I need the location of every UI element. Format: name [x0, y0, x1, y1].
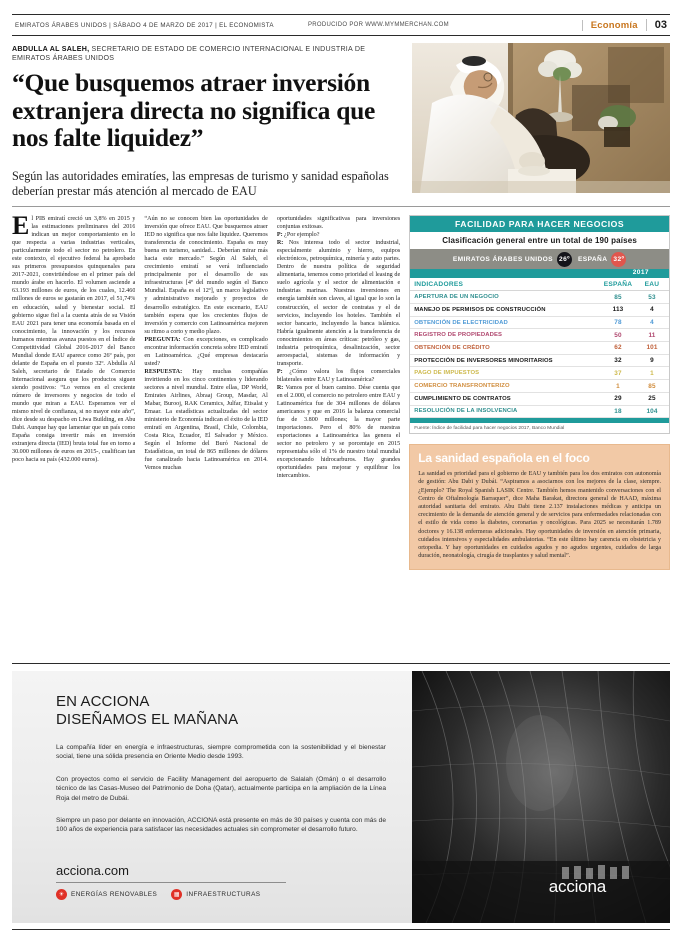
col-header-indicator: INDICADORES: [410, 278, 601, 291]
value-eau: 9: [635, 354, 669, 367]
question-label: PREGUNTA:: [144, 336, 181, 343]
indicators-table-body: [410, 291, 669, 418]
ad-tag-renewables: [56, 889, 157, 900]
article-column-1: [12, 215, 135, 655]
value-espana: 50: [601, 329, 635, 342]
value-eau: 101: [635, 342, 669, 355]
focus-box-text: La sanidad es prioridad para el gobierno de EAU y también para los dos emiratos con autonomía de gestión: Abu Dabi y Dubái. “Aspiramos a asociarnos con los mejores de la clase, siempre. ¿Ejemplo? The Royal Spanish LASIK Centre. También hemos mantenido conversaciones con el Centro de Oftalmología Barraquer”, dice Maha Barakat, directora general de HAAD, máxima autoridad sanitaria del emirato. Abu Dabi tiene 2.137 instalaciones médicas y anticipa un crecimiento de la demanda de atención general y de servicios para enfermedades relacionadas con el estilo de vida como la diabetes, coronarias y oncológicas. Para 2025 se necesitarán 1.789 doctores y 16.138 enfermeras adicionales. Hay oportunidades de inversión en atención primaria, cuidados intensivos y especialidades ambulatorias. “En este último hay carencia en obstetricia y ortopedia. Y hay oportunidades en cuidados agudos y no agudos urgentes, cuidados de larga duración, neonatología, cirugía de trasplantes y salud mental”.: [418, 471, 661, 560]
answer-label: RESPUESTA:: [144, 368, 183, 375]
answer-text: Hay muchas compañías invirtiendo en los cinco continentes y liderando sectores a nivel mundial. Entre ellas, DP World, Emirates Airlines, Abraaj Group, Masdar, Al Mabar, Burooj, RAK Ceramics, Julfar, Etisalat y Emaar. La estadísticas actualizadas del sector ministerio de Economía indican el éxito de la IED emiratí en Argentina, Brasil, Chile, Colombia, Costa Rica, Ecuador, El Salvador y México. Según el Informe del Buró Nacional de Estadísticas, un total de 865 millones de dólares fue canalizado hacia Latinoamérica en 2014. Vemos muchas: [144, 368, 268, 472]
indicator-name: MANEJO DE PERMISOS DE CONSTRUCCIÓN: [410, 304, 601, 317]
column3-answer-1: [277, 239, 400, 368]
ad-paragraph-1: La compañía líder en energía e infraestructuras, siempre comprometida con la sostenibilidad y el bienestar social, tiene una sólida presencia en Oriente Medio desde 1993.: [56, 743, 386, 761]
value-eau: 4: [635, 304, 669, 317]
masthead-dateline: EMIRATOS ÁRABES UNIDOS | SÁBADO 4 DE MARZO DE 2017 | EL ECONOMISTA: [15, 21, 274, 29]
headline-divider: [12, 206, 670, 207]
infobox-year: 2017: [632, 269, 649, 277]
kicker-person-name: ABDULLA AL SALEH,: [12, 45, 90, 53]
country-rank-uae: [453, 252, 572, 267]
table-row: [410, 354, 669, 367]
value-espana: 62: [601, 342, 635, 355]
acciona-logo-text: acciona: [548, 876, 606, 896]
value-espana: 1: [601, 380, 635, 393]
ad-tag-infrastructure-label: INFRAESTRUCTURAS: [186, 890, 261, 898]
rank-badge-spain: 32º: [611, 252, 626, 267]
ad-website-link[interactable]: acciona.com: [56, 863, 286, 883]
indicator-name: CUMPLIMIENTO DE CONTRATOS: [410, 392, 601, 405]
article-column-3: [277, 215, 400, 655]
ad-headline: [56, 693, 386, 730]
ad-headline-line2: DISEÑAMOS EL MAÑANA: [56, 711, 239, 729]
column2-question: [144, 336, 267, 368]
value-espana: 29: [601, 392, 635, 405]
photo-illustration: [412, 43, 670, 193]
indicator-name: OBTENCIÓN DE ELECTRICIDAD: [410, 316, 601, 329]
value-espana: 85: [601, 291, 635, 304]
ad-tag-renewables-label: ENERGÍAS RENOVABLES: [71, 890, 158, 898]
indicator-name: PAGO DE IMPUESTOS: [410, 367, 601, 380]
country-label-uae: EMIRATOS ÁRABES UNIDOS: [452, 255, 553, 263]
article-body: [12, 215, 670, 655]
table-row: [410, 367, 669, 380]
indicator-name: OBTENCIÓN DE CRÉDITO: [410, 342, 601, 355]
column2-answer: [144, 368, 267, 473]
ad-paragraph-3: Siempre un paso por delante en innovación, ACCIONA está presente en más de 30 países y cuenta con más de 100 años de experiencia para satisfacer las necesidades actuales sin comprometer el desarrollo futuro.: [56, 817, 386, 834]
table-row: [410, 380, 669, 393]
country-rank-spain: [578, 252, 626, 267]
interview-photo: [412, 43, 670, 193]
indicator-name: RESOLUCIÓN DE LA INSOLVENCIA: [410, 405, 601, 418]
infobox-subtitle: Clasificación general entre un total de 190 países: [442, 236, 637, 246]
col-header-espana: ESPAÑA: [601, 278, 635, 291]
rank-badge-uae: 26º: [557, 252, 572, 267]
kicker-role: SECRETARIO DE ESTADO DE COMERCIO INTERNACIONAL E INDUSTRIA DE EMIRATOS ÁRABES UNIDOS: [12, 45, 366, 63]
question-text: ¿Cómo valora los flujos comerciales bilaterales entre EAU y Latinoamérica?: [276, 368, 401, 383]
value-eau: 53: [635, 291, 669, 304]
ad-copy: [56, 693, 386, 835]
infobox-year-bar: [410, 269, 669, 278]
answer-text: Nos interesa todo el sector industrial, especialmente aluminio y hierro, equipos electrónicos, petroquímica, minería y auto partes. Dentro de nuestra política de seguridad alimentaria, tenemos como prioridad el leasing de suelo agrícola y el sector de alimentación e industrias marinas. Nuestras inversiones en energía también son claves, al igual que lo son la construcción, el sector de contratas y el de servicios, incluyendo los hoteles. También el sector bancario, incluyendo la banca islámica. Habría igualmente atención a la transferencia de conocimientos en áreas críticas: petróleo y gas, industria petroquímica, desalinización, sector aeroespacial, sistemas de información y transporte.: [276, 240, 401, 367]
column3-answer-2: [277, 384, 400, 481]
value-eau: 104: [635, 405, 669, 418]
indicator-name: COMERCIO TRANSFRONTERIZO: [410, 380, 601, 393]
page-bottom-rule: [12, 929, 670, 930]
answer-text: Vamos por el buen camino. Dése cuenta que en el 2.000, el comercio no petrolero entre EAU y Latinoamérica fue de 304 millones de dólares americanos y que en 2016 la balanza comercial fue de 3.800 millones; la mayor parte importaciones. Pero el 80% de nuestras exportaciones a Latinoamérica las genera el sector no petrolero y se porcentaje en 2015 representaba sólo el 1% de nuestro total mundial excepcionando hidrocarburos. Hay grandes oportunidades para mejorar y equilibrar los intercambios.: [276, 384, 401, 480]
value-eau: 25: [635, 392, 669, 405]
article-subhead: Según las autoridades emiratíes, las empresas de turismo y sanidad españolas deberían prestar más atención al mercado de EAU: [12, 168, 389, 198]
answer-label: R:: [276, 240, 284, 247]
infobox-title: FACILIDAD PARA HACER NEGOCIOS: [410, 216, 669, 232]
indicators-table-head: [410, 278, 669, 291]
ad-separator-top: [12, 663, 670, 664]
ad-headline-line1: EN ACCIONA: [56, 692, 150, 710]
ad-photo: [412, 671, 670, 923]
table-row: [410, 329, 669, 342]
question-text: ¿Por ejemplo?: [282, 232, 320, 239]
answer-label: R:: [276, 384, 284, 391]
page-number: 03: [646, 19, 670, 31]
value-espana: 32: [601, 354, 635, 367]
ad-paragraph-2: Con proyectos como el servicio de Facility Management del aeropuerto de Salalah (Omán) o el desarrollo técnico de las Casas-Museo del Patrimonio de Doha (Qatar), actualmente participa en la ampliación de la Línea Roja del metro de Dubái.: [56, 775, 386, 802]
indicator-name: PROTECCIÓN DE INVERSORES MINORITARIOS: [410, 354, 601, 367]
value-eau: 11: [635, 329, 669, 342]
table-row: [410, 291, 669, 304]
column1-paragraph: [12, 215, 135, 464]
acciona-logo: [533, 877, 606, 897]
infobox-country-ranks: [410, 249, 669, 269]
article-column-2: [144, 215, 267, 655]
value-espana: 37: [601, 367, 635, 380]
ad-business-tags: [56, 889, 261, 900]
section-label: Economía: [582, 20, 646, 31]
article-header: [12, 45, 670, 207]
table-row: [410, 316, 669, 329]
value-espana: 18: [601, 405, 635, 418]
country-label-spain: ESPAÑA: [577, 255, 608, 263]
article-kicker: [12, 45, 390, 63]
business-ranking-infobox: [409, 215, 670, 434]
question-text: Con excepciones, es complicado encontrar información concreta sobre IED emiratí en Latinoamérica. ¿Qué empresas destacaría usted?: [144, 336, 268, 367]
column3-question-2: [277, 368, 400, 384]
indicator-name: APERTURA DE UN NEGOCIO: [410, 291, 601, 304]
masthead-producer: PRODUCIDO POR WWW.MYMMERCHAN.COM: [308, 22, 449, 28]
table-header-row: [410, 278, 669, 291]
table-row: [410, 392, 669, 405]
value-espana: 113: [601, 304, 635, 317]
question-label: P:: [276, 232, 283, 239]
acciona-advertisement[interactable]: [12, 671, 670, 923]
newspaper-page: [0, 14, 682, 933]
leaf-icon: ☀: [56, 889, 67, 900]
col-header-eau: EAU: [635, 278, 669, 291]
table-row: [410, 405, 669, 418]
masthead-right: [582, 15, 670, 35]
column1-text: l PIB emiratí creció un 3,8% en 2015 y las estimaciones preliminares del 2016 indican un mejor comportamiento en lo que respecta a varias industrias verticales, particularmente todo el sector no petrolero. En este contexto, el ejecutivo federal ha aprobado sus primeros presupuestos quinquenales para 2017-2021, convirtiéndose en el primer país del mundo árabe en hacerlo. El volumen asciende a 63.193 millones de euros, de los cuales, 12.460 millones de euros se gastarán en 2017, el 51,74% en educación, salud y bienestar social. El gobierno sigue fiel a la cuenta atrás de su Visión EAU 2021 para tener una economía basada en el conocimiento, la innovación y los recursos humanos mientras avanza puestos en el Índice de Competitividad Global 2016-2017 del Banco Mundial donde EAU aparece como 26º país, por delante de España en el puesto 32º. Abdulla Al Saleh, secretario de Estado de Comercio Internacional asegura que los productos siguen siendo positivos: “Lo vemos en el creciente número de inversores y negocios de todo el mundo que miran a EAU. Esperamos ver el mismo nivel de confianza, si no mayor este año”, dice desde su despacho en Liwa Building, en Abu Dabi. Aunque hay que lamentar que un país como España consiga invertir más en inversión extranjera directa (IED) bruta total fue en torno a 30.000 millones de euros en 2015-, cualifican tan poco hacia su país (432.000 euros).: [12, 215, 136, 464]
article-headline: “Que busquemos atraer inversión extranjera directa no significa que nos falte liquidez”: [12, 68, 375, 153]
masthead: [12, 14, 670, 36]
value-eau: 1: [635, 367, 669, 380]
acciona-logo-mark: : [533, 877, 547, 897]
right-rail: [409, 215, 670, 655]
indicators-table: [410, 278, 669, 418]
ad-tag-infrastructure: [171, 889, 260, 900]
column2-paragraph: “Aún no se conocen bien las oportunidades de inversión que ofrece EAU. Que busquemos atraer IED no significa que nos falte liquidez. Queremos transferencia de conocimiento. España es muy buena en turismo, sanidad... Deberían mirar más hacia este mercado.” Según Al Saleh, el crecimiento emiratí se verá influenciado principalmente por el desarrollo de sus infraestructuras [4º del mundo según el Banco Mundial. España es el 12º], un marco legislativo y administrativo mejorado y proyectos de desarrollo estratégico. En este escenario, EAU también espera que los crecientes flujos de inversión y comercio con Latinoamérica mejoren su ritmo a corto y medio plazo.: [144, 215, 268, 335]
focus-box: [409, 444, 670, 570]
infobox-source: Fuente: Índice de facilidad para hacer negocios 2017, Banco Mundial: [414, 425, 565, 431]
bridge-icon: ▦: [171, 889, 182, 900]
value-eau: 4: [635, 316, 669, 329]
column3-question-1: [277, 231, 400, 239]
value-espana: 78: [601, 316, 635, 329]
column3-paragraph: oportunidades significativas para inversiones conjuntas exitosas.: [276, 215, 401, 231]
question-label: P:: [276, 368, 283, 375]
focus-box-title: La sanidad española en el foco: [418, 451, 590, 466]
value-eau: 85: [635, 380, 669, 393]
table-row: [410, 342, 669, 355]
drop-cap: E: [12, 214, 30, 240]
indicator-name: REGISTRO DE PROPIEDADES: [410, 329, 601, 342]
table-row: [410, 304, 669, 317]
